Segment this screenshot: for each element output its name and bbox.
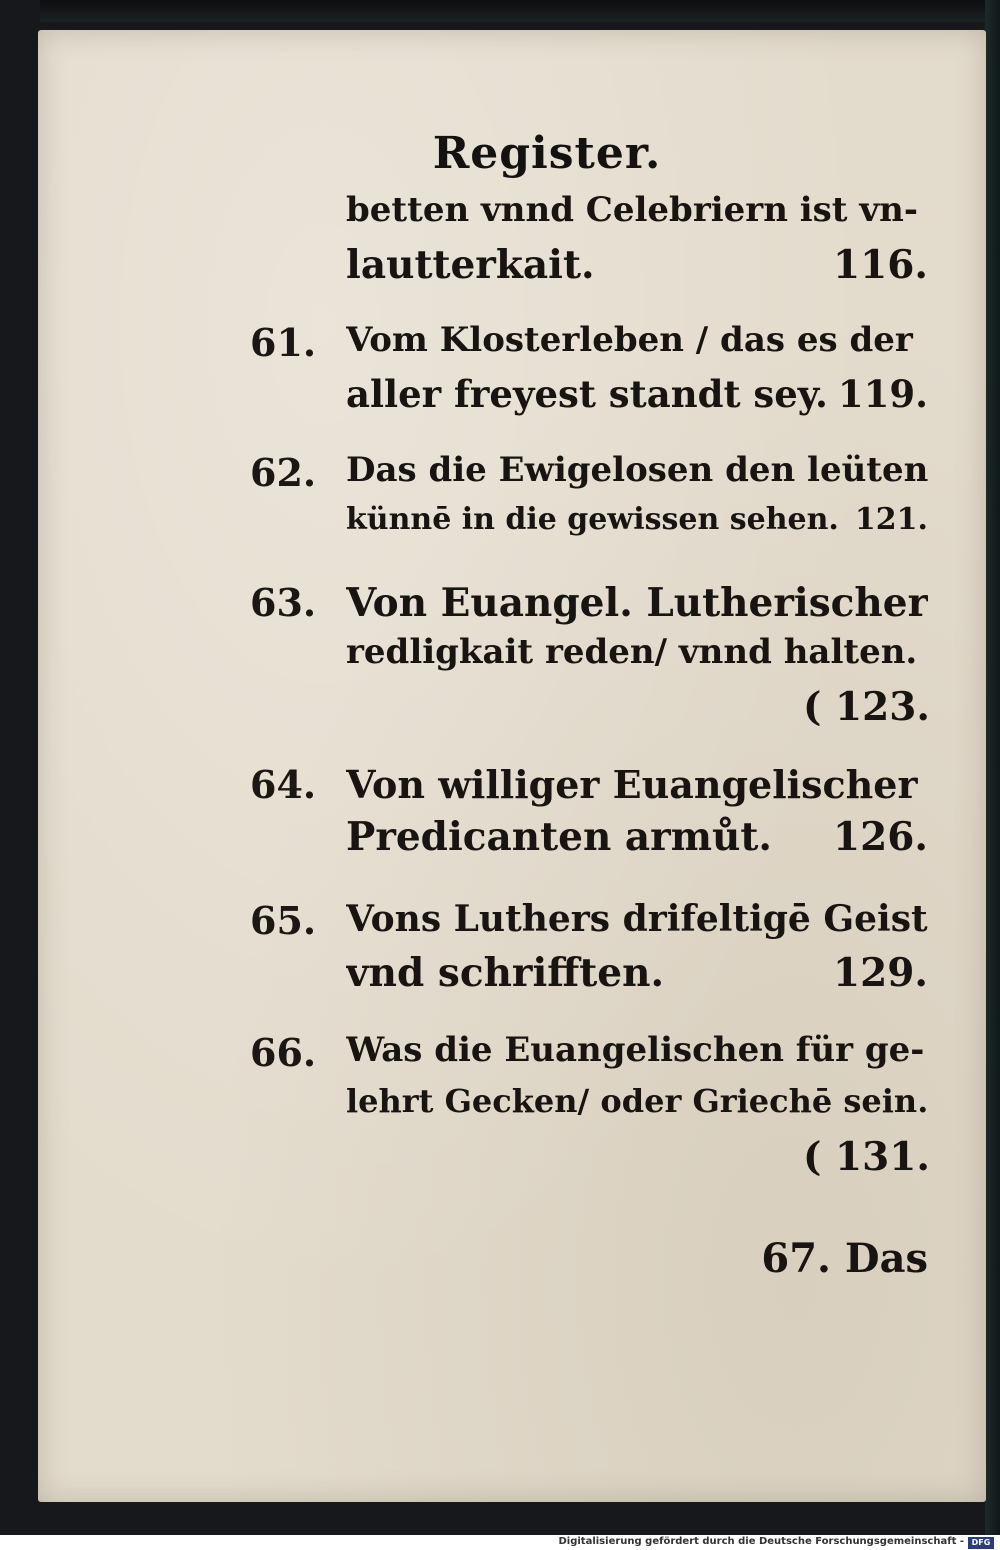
line-text: Vom Klosterleben / das es der	[346, 320, 913, 360]
entry-line	[346, 632, 928, 672]
entry-line	[346, 762, 928, 807]
line-text: aller freyest standt sey.	[346, 372, 828, 416]
entry-line	[346, 242, 928, 288]
entry-line	[346, 814, 928, 860]
entry-number: 64.	[250, 762, 317, 807]
line-text: Von Euangel. Lutherischer	[346, 580, 928, 626]
book-edge	[985, 0, 1000, 1535]
line-text: lautterkait.	[346, 242, 595, 288]
dfg-logo: DFG	[968, 1537, 994, 1549]
line-text: Predicanten armůt.	[346, 814, 772, 860]
entry-line	[346, 580, 928, 626]
entry-line	[346, 1030, 928, 1070]
footer-credit: Digitalisierung gefördert durch die Deutsche Forschungsgemeinschaft -	[558, 1536, 964, 1547]
line-text: lehrt Gecken/ oder Griechē sein.	[346, 1082, 928, 1120]
entry-line	[346, 1082, 928, 1120]
line-page: 116.	[833, 242, 928, 288]
entry-number: 66.	[250, 1030, 317, 1075]
entry-line	[346, 950, 928, 996]
line-text: Das die Ewigelosen den leüten	[346, 450, 928, 490]
line-text: Von williger Euangelischer	[346, 762, 918, 807]
catchword: 67. Das	[761, 1235, 928, 1282]
entry-page-reference: ( 131.	[802, 1134, 930, 1180]
line-text: vnd schrifften.	[346, 950, 665, 996]
entry-line	[346, 372, 928, 416]
entry-number: 65.	[250, 898, 317, 943]
line-text: künnē in die gewissen sehen.	[346, 502, 839, 537]
line-text: redligkait reden/ vnnd halten.	[346, 632, 918, 672]
line-page: 121.	[854, 502, 928, 537]
entry-number: 61.	[250, 320, 317, 365]
line-text: Vons Luthers drifeltigē Geist	[346, 898, 928, 940]
entry-line	[346, 502, 928, 537]
page-header: Register.	[432, 128, 662, 179]
line-text: betten vnnd Celebriern ist vn-	[346, 190, 918, 230]
book-page	[38, 30, 986, 1502]
line-text: Was die Euangelischen für ge-	[346, 1030, 925, 1070]
entry-page-reference: ( 123.	[802, 684, 930, 730]
entry-line	[346, 320, 928, 360]
line-page: 126.	[833, 814, 928, 860]
entry-line	[346, 898, 928, 940]
entry-line	[346, 190, 928, 230]
line-page: 129.	[833, 950, 928, 996]
entry-number: 63.	[250, 580, 317, 625]
entry-line	[346, 450, 928, 490]
line-page: 119.	[837, 372, 928, 416]
entry-number: 62.	[250, 450, 317, 495]
scan-top-edge	[40, 0, 1000, 22]
